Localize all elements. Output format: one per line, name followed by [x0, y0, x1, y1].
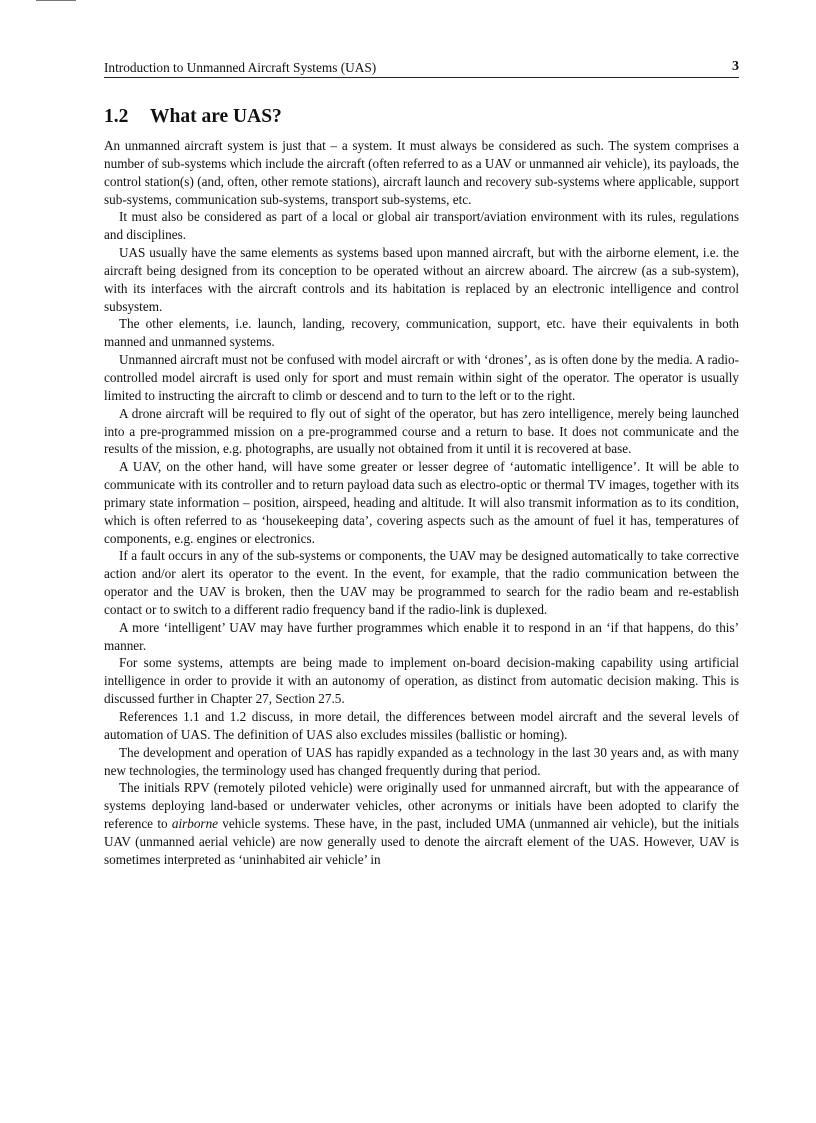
section-heading — [104, 106, 739, 128]
running-header — [104, 59, 739, 78]
paragraph-13-before: The initials RPV (remotely piloted vehicle) were originally used for unmanned aircraft, but with the appearance of systems deploying land-based or underwater vehicles, other acronyms or initials have been adopted to clarify the reference to — [104, 780, 739, 832]
paragraph-3: UAS usually have the same elements as systems based upon manned aircraft, but with the airborne element, i.e. the aircraft being designed from its conception to be operated without an aircrew aboard. The aircrew (as a sub-system), with its interfaces with the aircraft controls and its habitation is replaced by an electronic intelligence and control subsystem. — [104, 245, 739, 314]
paragraph-1: An unmanned aircraft system is just that – a system. It must always be considered as such. The system comprises a number of sub-systems which include the aircraft (often referred to as a UAV or unmanned air vehicle), its payloads, the control station(s) (and, often, other remote stations), aircraft launch and recovery sub-systems where applicable, support sub-systems, communication sub-systems, transport sub-systems, etc. — [104, 138, 739, 207]
paragraph-13-after: vehicle systems. These have, in the past, included UMA (unmanned air vehicle), but the initials UAV (unmanned aerial vehicle) are now generally used to denote the aircraft element of the UAS. However, UAV is sometimes interpreted as ‘uninhabited air vehicle’ in — [104, 816, 740, 867]
paragraph-13 — [104, 779, 739, 868]
paragraph-7: A UAV, on the other hand, will have some greater or lesser degree of ‘automatic intelligence’. It will be able to communicate with its controller and to return payload data such as electro-optic or thermal TV images, together with its primary state information – position, airspeed, heading and altitude. It will also transmit information as to its condition, which is often referred to as ‘housekeeping data’, covering aspects such as the amount of fuel it has, temperatures of components, e.g. engines or electronics. — [104, 459, 739, 546]
section-title: What are UAS? — [150, 106, 282, 127]
section-number: 1.2 — [104, 106, 129, 127]
paragraph-8: If a fault occurs in any of the sub-systems or components, the UAV may be designed automatically to take corrective action and/or alert its operator to the event. In the event, for example, that the radio communication between the operator and the UAV is broken, then the UAV may be programmed to search for the radio beam and re-establish contact or to switch to a different radio frequency band if the radio-link is duplexed. — [104, 548, 739, 617]
corner-crop-mark — [36, 0, 76, 1]
paragraph-4: The other elements, i.e. launch, landing, recovery, communication, support, etc. have their equivalents in both manned and unmanned systems. — [104, 316, 739, 350]
paragraph-11: References 1.1 and 1.2 discuss, in more detail, the differences between model aircraft and the several levels of automation of UAS. The definition of UAS also excludes missiles (ballistic or homing). — [104, 709, 739, 742]
body-text — [104, 137, 739, 869]
paragraph-2: It must also be considered as part of a local or global air transport/aviation environment with its rules, regulations and disciplines. — [104, 209, 739, 243]
paragraph-6: A drone aircraft will be required to fly out of sight of the operator, but has zero intelligence, merely being launched into a pre-programmed mission on a pre-programmed course and a return to base. It does not communicate and the results of the mission, e.g. photographs, are usually not obtained from it until it is recovered at base. — [104, 405, 739, 457]
page-number: 3 — [732, 59, 739, 74]
running-title: Introduction to Unmanned Aircraft Systems (UAS) — [104, 60, 377, 75]
paragraph-5: Unmanned aircraft must not be confused with model aircraft or with ‘drones’, as is often done by the media. A radio-controlled model aircraft is used only for sport and must remain within sight of the operator. The operator is usually limited to instructing the aircraft to climb or descend and to turn to the left or to the right. — [104, 352, 739, 403]
paragraph-13-emphasis: airborne — [171, 816, 219, 832]
paragraph-9: A more ‘intelligent’ UAV may have further programmes which enable it to respond in an ‘if that happens, do this’ manner. — [104, 619, 739, 653]
paragraph-10: For some systems, attempts are being made to implement on-board decision-making capability using artificial intelligence in order to provide it with an autonomy of operation, as distinct from automatic decision making. This is discussed further in Chapter 27, Section 27.5. — [104, 655, 739, 707]
paragraph-12: The development and operation of UAS has rapidly expanded as a technology in the last 30 years and, as with many new technologies, the terminology used has changed frequently during that period. — [104, 744, 739, 778]
